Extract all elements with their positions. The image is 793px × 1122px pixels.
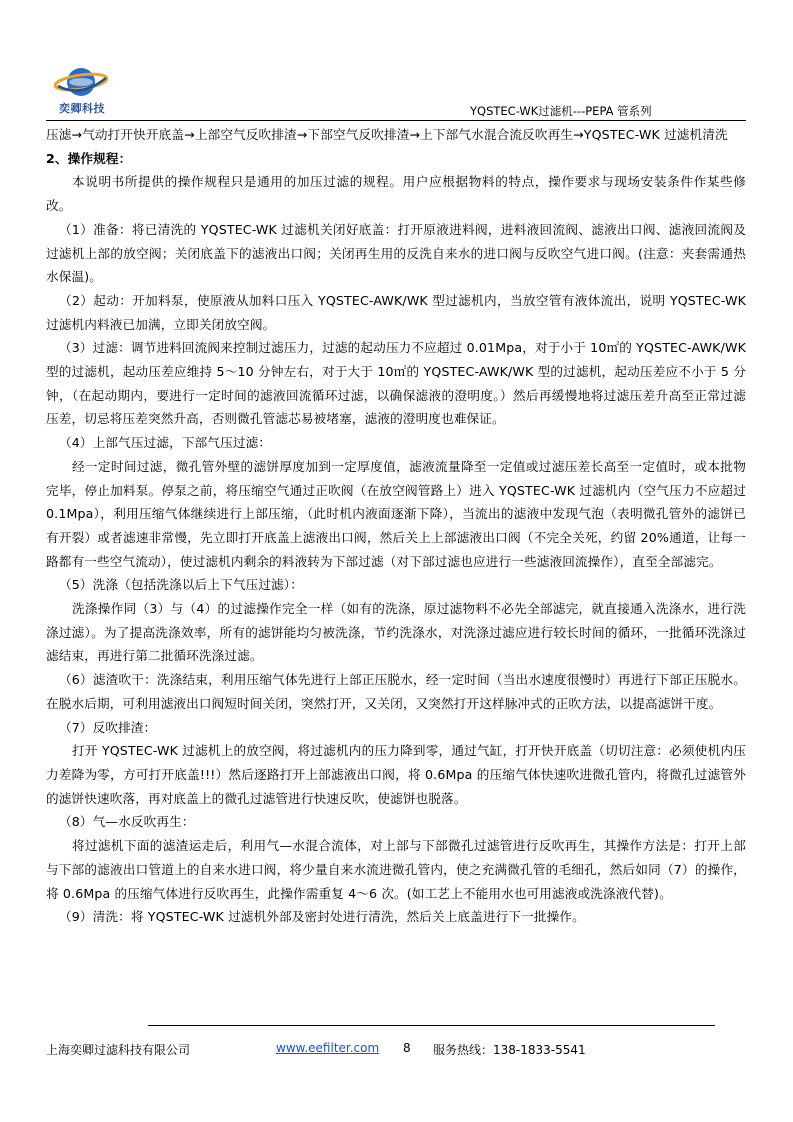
footer-company-name: 上海奕卿过滤科技有限公司 xyxy=(46,1043,191,1057)
document-body xyxy=(46,123,746,929)
step-7-title: （7）反吹排渣： xyxy=(59,719,157,735)
step-8-title: （8）气—水反吹再生： xyxy=(59,814,195,830)
header-title: YQSTEC-WK过滤机---PEPA 管系列 xyxy=(470,104,652,118)
step-3-paragraph: （3）过滤：调节进料回流阀来控制过滤压力，过滤的起动压力不应超过 0.01Mpa，对于小于 10㎡的 YQSTEC-AWK/WK 型的过滤机，起动压差应维持 5～10 分钟左右，对于大于 10㎡的 YQSTEC-AWK/WK 型的过滤机，起动压差应不小于 5 分钟，（在起动期内，要进行一定时间的滤液回流循环过滤，以确保滤液的澄明度。）然后再缓慢地将过滤压差升高至正常过滤压差，切忌将压差突然升高，否则微孔管滤芯易被堵塞，滤液的澄明度也难保证。 xyxy=(46,340,746,427)
step-4-body: 经一定时间过滤，微孔管外壁的滤饼厚度加到一定厚度值，滤液流量降至一定值或过滤压差长高至一定值时，或本批物完毕，停止加料泵。停泵之前，将压缩空气通过正吹阀（在放空阀管路上）进入 YQSTEC-WK 过滤机内（空气压力不应超过 0.1Mpa），利用压缩气体继续进行上部压缩，（此时机内液面逐渐下降），当流出的滤液中发现气泡（表明微孔管外的滤饼已有开裂）或者滤速非常慢，先立即打开底盖上滤液出口阀，然后关上上部滤液出口阀（不完全关死，约留 20%通道，让每一路都有一些空气流动），使过滤机内剩余的料液转为下部过滤（对下部过滤也应进行一些滤液回流操作），直至全部滤完。 xyxy=(46,458,746,569)
step-4-title: （4）上部气压过滤，下部气压过滤： xyxy=(59,435,272,451)
step-5-title: （5）洗涤（包括洗涤以后上下气压过滤）： xyxy=(59,577,303,593)
step-9-paragraph: （9）清洗：将 YQSTEC-WK 过滤机外部及密封处进行清洗，然后关上底盖进行下一批操作。 xyxy=(59,909,585,925)
step-1-paragraph: （1）准备：将已清洗的 YQSTEC-WK 过滤机关闭好底盖：打开原液进料阀，进料液回流阀、滤液出口阀、滤液回流阀及过滤机上部的放空阀；关闭底盖下的滤液出口阀；关闭再生用的反洗自来水的进口阀与反吹空气进口阀。(注意：夹套需通热水保温)。 xyxy=(46,221,746,285)
step-2-paragraph: （2）起动：开加料泵，使原液从加料口压入 YQSTEC-AWK/WK 型过滤机内，当放空管有液体流出，说明 YQSTEC-WK 过滤机内料液已加满，立即关闭放空阀。 xyxy=(46,292,746,332)
service-hotline: 服务热线：138-1833-5541 xyxy=(433,1043,586,1057)
intro-paragraph: 压滤→气动打开快开底盖→上部空气反吹排渣→下部空气反吹排渣→上下部气水混合流反吹再生→YQSTEC-WK 过滤机清洗 xyxy=(46,127,728,142)
step-8-body: 将过滤机下面的滤渣运走后，利用气—水混合流体，对上部与下部微孔过滤管进行反吹再生，其操作方法是：打开上部与下部的滤液出口管道上的自来水进口阀，将少量自来水流进微孔管内，使之充满微孔管的毛细孔，然后如同（7）的操作，将 0.6Mpa 的压缩气体进行反吹再生，此操作需重复 4～6 次。(如工艺上不能用水也可用滤液或洗涤液代替)。 xyxy=(46,838,746,901)
footer-website-link[interactable]: www.eefilter.com xyxy=(276,1041,380,1055)
header-divider xyxy=(46,120,746,121)
page-number: 8 xyxy=(403,1041,411,1055)
section-heading: 2、操作规程： xyxy=(46,150,132,166)
step-7-body: 打开 YQSTEC-WK 过滤机上的放空阀，将过滤机内的压力降到零，通过气缸，打开快开底盖（切切注意：必须使机内压力差降为零，方可打开底盖!!!）然后逐路打开上部滤液出口阀，将 0.6Mpa 的压缩气体快速吹进微孔管内，将微孔过滤管外的滤饼快速吹落，再对底盖上的微孔过滤管进行快速反吹，使滤饼也脱落。 xyxy=(46,743,746,806)
logo-text: 奕卿科技 xyxy=(59,102,105,115)
description-paragraph: 本说明书所提供的操作规程只是通用的加压过滤的规程。用户应根据物料的特点，操作要求与现场安装条件作某些修改。 xyxy=(46,174,746,214)
step-5-body: 洗涤操作同（3）与（4）的过滤操作完全一样（如有的洗涤，原过滤物料不必先全部滤完，就直接通入洗涤水，进行洗涤过滤）。为了提高洗涤效率，所有的滤饼能均匀被洗涤，节约洗涤水，对洗涤过滤应进行较长时间的循环，一批循环洗涤过滤结束，再进行第二批循环洗涤过滤。 xyxy=(46,601,746,664)
footer-divider xyxy=(148,1025,715,1026)
step-6-paragraph: （6）滤渣吹干：洗涤结束，利用压缩气体先进行上部正压脱水，经一定时间（当出水速度很慢时）再进行下部正压脱水。在脱水后期，可利用滤液出口阀短时间关闭，突然打开，又关闭，又突然打开这样脉冲式的正吹方法，以提高滤饼干度。 xyxy=(46,672,746,711)
